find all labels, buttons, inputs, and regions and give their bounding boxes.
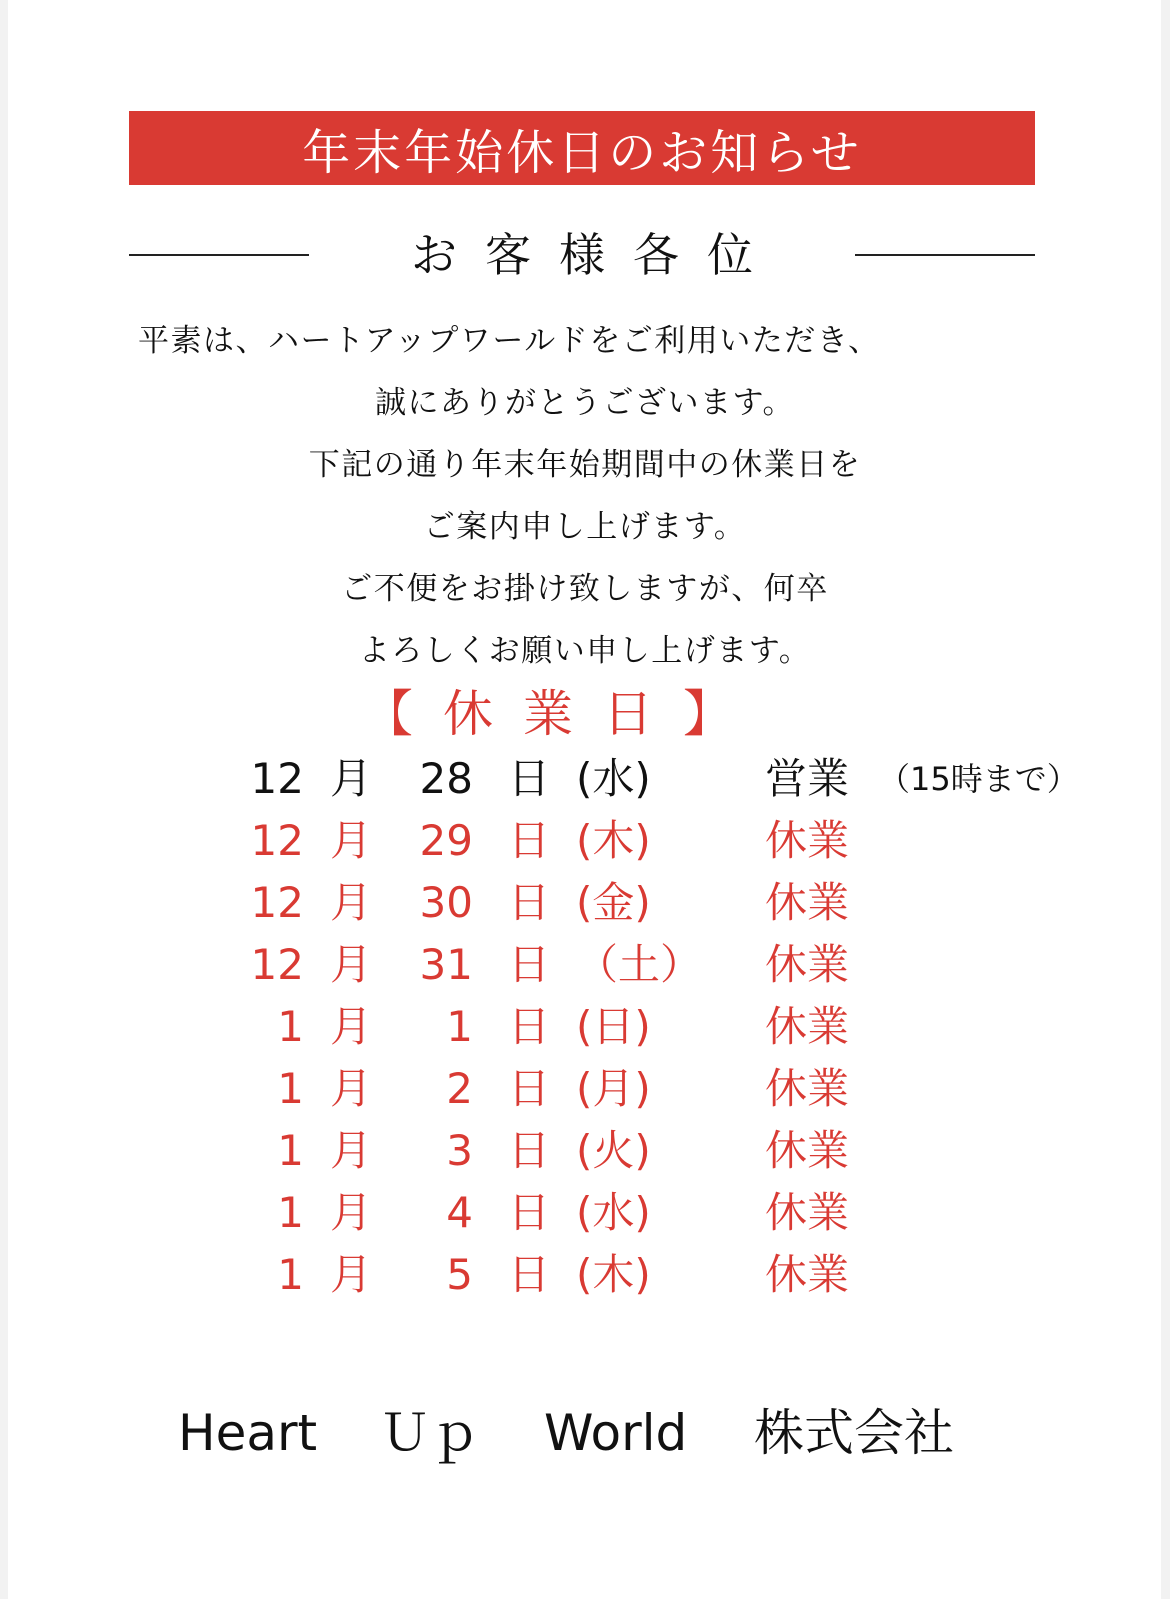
greeting-line: 平素は、ハートアップワールドをご利用いただき、 — [138, 323, 881, 359]
schedule-row — [8, 996, 1161, 1058]
schedule-status: 休業 — [765, 1126, 850, 1175]
schedule-row — [8, 810, 1161, 872]
schedule-day-label: 日 — [508, 878, 551, 927]
schedule-day: 1 — [446, 1002, 473, 1051]
schedule-month: 1 — [277, 1064, 304, 1113]
schedule-month-label: 月 — [330, 1188, 373, 1237]
schedule-weekday: (金) — [576, 878, 651, 927]
schedule-day: 4 — [446, 1188, 473, 1237]
notice-page — [8, 0, 1161, 1599]
salutation-row — [129, 224, 1035, 286]
schedule-status: 休業 — [765, 878, 850, 927]
schedule-month: 1 — [277, 1250, 304, 1299]
schedule-status: 休業 — [765, 816, 850, 865]
schedule-day: 5 — [446, 1250, 473, 1299]
schedule-month: 1 — [277, 1002, 304, 1051]
schedule-row — [8, 1182, 1161, 1244]
schedule-day-label: 日 — [508, 1126, 551, 1175]
company-name-part: 株式会社 — [754, 1404, 954, 1462]
schedule-weekday: (日) — [576, 1002, 651, 1051]
schedule-day: 30 — [419, 878, 473, 927]
schedule-month: 12 — [250, 816, 304, 865]
schedule-day: 3 — [446, 1126, 473, 1175]
salutation: お客様各位 — [411, 228, 781, 282]
schedule-status: 休業 — [765, 1002, 850, 1051]
schedule-month: 12 — [250, 940, 304, 989]
schedule-day-label: 日 — [508, 1064, 551, 1113]
schedule-weekday: (木) — [576, 816, 651, 865]
greeting-line: 誠にありがとうございます。 — [374, 385, 796, 421]
company-name-part: Ｕｐ — [380, 1404, 480, 1462]
schedule-row — [8, 934, 1161, 996]
schedule-status: 営業 — [765, 754, 850, 803]
schedule-day-label: 日 — [508, 1250, 551, 1299]
schedule-row — [8, 872, 1161, 934]
schedule-status: 休業 — [765, 1250, 850, 1299]
schedule-month-label: 月 — [330, 1002, 373, 1051]
schedule-month-label: 月 — [330, 754, 373, 803]
schedule-weekday: (木) — [576, 1250, 651, 1299]
greeting-line: ご不便をお掛け致しますが、何卒 — [341, 571, 829, 607]
schedule-month-label: 月 — [330, 940, 373, 989]
greeting-line: よろしくお願い申し上げます。 — [358, 633, 812, 669]
schedule-weekday: (火) — [576, 1126, 651, 1175]
schedule-row — [8, 1120, 1161, 1182]
schedule-day-label: 日 — [508, 754, 551, 803]
notice-title: 年末年始休日のお知らせ — [302, 124, 862, 181]
company-name-part: World — [544, 1404, 688, 1462]
schedule-month: 1 — [277, 1188, 304, 1237]
schedule-month-label: 月 — [330, 816, 373, 865]
greeting-message — [118, 310, 1052, 682]
schedule-day: 31 — [419, 940, 473, 989]
greeting-line: 下記の通り年末年始期間中の休業日を — [308, 447, 862, 483]
schedule-weekday: (水) — [576, 1188, 651, 1237]
schedule-weekday: (月) — [576, 1064, 651, 1113]
notice-title-banner — [129, 111, 1035, 185]
schedule-month: 12 — [250, 754, 304, 803]
schedule-note: （15時まで） — [878, 760, 1079, 798]
schedule-weekday: （土） — [576, 940, 703, 989]
schedule-day: 28 — [419, 754, 473, 803]
greeting-line: ご案内申し上げます。 — [423, 509, 747, 545]
schedule-day-label: 日 — [508, 816, 551, 865]
schedule-month: 1 — [277, 1126, 304, 1175]
schedule-row — [8, 1058, 1161, 1120]
schedule-row — [8, 748, 1161, 810]
schedule-day: 29 — [419, 816, 473, 865]
schedule-day-label: 日 — [508, 940, 551, 989]
schedule-month-label: 月 — [330, 1126, 373, 1175]
schedule-day-label: 日 — [508, 1188, 551, 1237]
divider-right — [855, 254, 1035, 256]
holiday-heading: 【休業日】 — [363, 685, 763, 743]
schedule-status: 休業 — [765, 1064, 850, 1113]
schedule-status: 休業 — [765, 940, 850, 989]
schedule-day: 2 — [446, 1064, 473, 1113]
schedule-month: 12 — [250, 878, 304, 927]
schedule-day-label: 日 — [508, 1002, 551, 1051]
schedule-row — [8, 1244, 1161, 1306]
company-name-part: Heart — [178, 1404, 318, 1462]
schedule-month-label: 月 — [330, 878, 373, 927]
schedule-month-label: 月 — [330, 1064, 373, 1113]
schedule-month-label: 月 — [330, 1250, 373, 1299]
divider-left — [129, 254, 309, 256]
schedule-weekday: (水) — [576, 754, 651, 803]
schedule-status: 休業 — [765, 1188, 850, 1237]
